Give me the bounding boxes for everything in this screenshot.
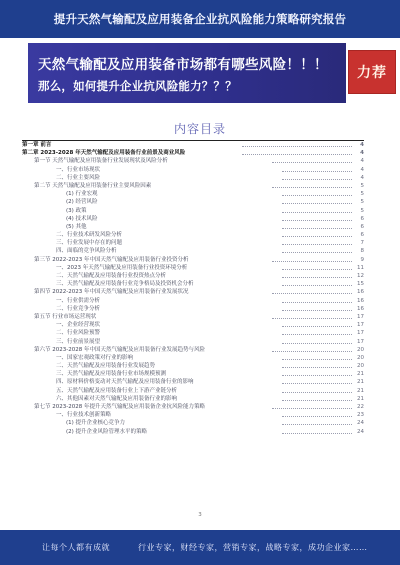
toc-entry[interactable] bbox=[22, 247, 364, 255]
toc-leader-dots bbox=[282, 203, 352, 204]
toc-entry-title: 三、天然气输配及应用装备行业市场规模预测 bbox=[56, 371, 167, 378]
toc-leader-dots bbox=[272, 187, 352, 188]
toc-entry-page: 20 bbox=[357, 346, 364, 353]
toc-leader-dots bbox=[282, 179, 352, 180]
toc-leader-dots bbox=[282, 383, 352, 384]
toc-entry-title: 第一节 天然气输配及应用装备行业发展现状及风险分析 bbox=[34, 158, 168, 165]
toc-entry-page: 12 bbox=[357, 273, 364, 279]
toc-entry-page: 23 bbox=[357, 412, 364, 419]
toc-entry-title: 第二节 天然气输配及应用装备行业主要风险因素 bbox=[34, 182, 152, 189]
toc-entry-page: 6 bbox=[360, 215, 364, 222]
footer-slogan: 让每个人都有成就 bbox=[42, 543, 110, 552]
banner-subheadline: 那么，如何提升企业抗风险能力？？？ bbox=[38, 79, 237, 93]
toc-entry-title: (3) 政策 bbox=[66, 207, 87, 214]
toc-leader-dots bbox=[282, 195, 352, 196]
toc-entry-page: 11 bbox=[357, 264, 364, 271]
toc-entry-title: (1) 提升企业核心竞争力 bbox=[66, 420, 126, 427]
toc-entry[interactable] bbox=[22, 305, 364, 313]
toc-entry-title: 三、行业发展中存在的问题 bbox=[56, 240, 123, 247]
toc-entry-page: 5 bbox=[360, 182, 364, 189]
toc-leader-dots bbox=[272, 293, 352, 294]
toc-entry[interactable] bbox=[22, 198, 364, 206]
toc-entry-page: 16 bbox=[357, 305, 364, 312]
toc-entry[interactable] bbox=[22, 321, 364, 329]
banner-headline: 天然气输配及应用装备市场都有哪些风险！！！ bbox=[38, 57, 328, 73]
toc-entry-page: 6 bbox=[360, 232, 364, 239]
toc-entry[interactable] bbox=[22, 140, 364, 149]
toc-entry[interactable] bbox=[22, 329, 364, 337]
toc-entry[interactable] bbox=[22, 174, 364, 182]
table-of-contents bbox=[22, 140, 364, 505]
toc-heading: 内容目录 bbox=[173, 122, 226, 136]
toc-leader-dots bbox=[272, 351, 352, 352]
toc-entry-page: 5 bbox=[360, 199, 364, 206]
toc-entry-page: 4 bbox=[360, 150, 364, 157]
toc-entry[interactable] bbox=[22, 313, 364, 321]
risk-banner bbox=[28, 43, 346, 103]
toc-entry[interactable] bbox=[22, 231, 364, 239]
toc-leader-dots bbox=[282, 310, 352, 311]
toc-leader-dots bbox=[242, 146, 352, 147]
toc-entry-title: 第一章 前言 bbox=[22, 142, 52, 148]
toc-entry-page: 17 bbox=[357, 330, 364, 337]
toc-leader-dots bbox=[282, 416, 352, 417]
toc-entry-title: 第七节 2023-2028 年提升天然气输配及应用装备企业抗风险能力策略 bbox=[34, 404, 205, 410]
toc-entry-page: 15 bbox=[357, 281, 364, 288]
toc-entry[interactable] bbox=[22, 297, 364, 305]
toc-entry-title: 三、天然气输配及应用装备行业竞争格局及投资机会分析 bbox=[56, 281, 194, 288]
toc-entry-page: 24 bbox=[357, 428, 364, 435]
toc-entry-page: 17 bbox=[357, 322, 364, 329]
toc-entry-title: 第二章 2023-2028 年天然气输配及应用装备行业前景及商业风险 bbox=[22, 150, 186, 157]
toc-entry-title: 第五节 行业市场运营现状 bbox=[34, 313, 97, 320]
toc-entry-title: 二、行业技术研发风险分析 bbox=[56, 232, 123, 239]
toc-entry[interactable] bbox=[22, 395, 364, 403]
toc-entry[interactable] bbox=[22, 223, 364, 231]
toc-leader-dots bbox=[282, 334, 352, 335]
toc-entry[interactable] bbox=[22, 419, 364, 427]
toc-entry-page: 6 bbox=[360, 223, 364, 230]
toc-entry-title: (4) 技术风险 bbox=[66, 215, 98, 222]
toc-entry-title: 五、天然气输配及应用装备行业上下游产业链分析 bbox=[56, 387, 178, 394]
toc-entry-title: (2) 经营风险 bbox=[66, 199, 98, 206]
toc-entry[interactable] bbox=[22, 288, 364, 296]
toc-leader-dots bbox=[282, 367, 352, 368]
toc-entry-title: 三、行业前景展望 bbox=[56, 338, 101, 345]
toc-entry-page: 20 bbox=[357, 354, 364, 361]
toc-leader-dots bbox=[282, 269, 352, 270]
toc-entry-page: 4 bbox=[360, 142, 364, 148]
toc-entry[interactable] bbox=[22, 346, 364, 354]
toc-entry[interactable] bbox=[22, 207, 364, 215]
toc-entry[interactable] bbox=[22, 149, 364, 157]
toc-entry[interactable] bbox=[22, 370, 364, 378]
toc-entry-title: 第三节 2022-2023 年中国天然气输配及应用装备行业投资分析 bbox=[34, 256, 189, 263]
report-title: 提升天然气输配及应用装备企业抗风险能力策略研究报告 bbox=[53, 12, 347, 26]
toc-leader-dots bbox=[282, 252, 352, 253]
toc-entry-title: 二、行业风险预警 bbox=[56, 330, 101, 337]
toc-leader-dots bbox=[282, 277, 352, 278]
toc-entry-page: 20 bbox=[357, 363, 364, 370]
toc-leader-dots bbox=[282, 285, 352, 286]
toc-entry-title: 一、行业市场现状 bbox=[56, 166, 101, 173]
toc-entry-page: 17 bbox=[357, 313, 364, 320]
toc-entry[interactable] bbox=[22, 338, 364, 346]
toc-entry-title: 四、原材料价格变动对天然气输配及应用装备行业的影响 bbox=[56, 379, 194, 386]
toc-entry-page: 7 bbox=[360, 240, 364, 247]
toc-entry[interactable] bbox=[22, 354, 364, 362]
toc-entry[interactable] bbox=[22, 272, 364, 280]
toc-entry-title: 第六节 2023-2028 年中国天然气输配及应用装备行业发展趋势与风险 bbox=[34, 346, 205, 353]
toc-leader-dots bbox=[282, 171, 352, 172]
toc-entry[interactable] bbox=[22, 157, 364, 165]
toc-entry-page: 16 bbox=[357, 297, 364, 304]
toc-entry-title: 二、行业主要风险 bbox=[56, 174, 101, 181]
toc-entry-title: (1) 行业宏观 bbox=[66, 191, 98, 198]
toc-entry-page: 5 bbox=[360, 191, 364, 198]
toc-leader-dots bbox=[282, 433, 352, 434]
toc-leader-dots bbox=[282, 392, 352, 393]
toc-entry-page: 24 bbox=[357, 420, 364, 427]
footer-expert-list: 行业专家，财经专家，营销专家，战略专家，成功企业家…… bbox=[138, 543, 368, 552]
toc-entry[interactable] bbox=[22, 166, 364, 174]
toc-leader-dots bbox=[282, 302, 352, 303]
toc-entry-title: 第四节 2022-2023 年中国天然气输配及应用装备行业发展状况 bbox=[34, 289, 189, 296]
toc-entry-page: 4 bbox=[360, 174, 364, 181]
toc-entry-title: (5) 其他 bbox=[66, 223, 87, 230]
toc-entry-page: 21 bbox=[357, 371, 364, 378]
toc-entry-title: 六、其他因素对天然气输配及应用装备行业的影响 bbox=[56, 395, 178, 402]
toc-leader-dots bbox=[282, 326, 352, 327]
toc-entry-title: 一、行业供需分析 bbox=[56, 297, 101, 304]
toc-leader-dots bbox=[282, 220, 352, 221]
toc-entry-page: 17 bbox=[357, 338, 364, 345]
toc-entry[interactable] bbox=[22, 428, 364, 436]
toc-entry-title: 二、天然气输配及应用装备行业发展趋势 bbox=[56, 363, 156, 370]
toc-leader-dots bbox=[282, 359, 352, 360]
toc-leader-dots bbox=[282, 212, 352, 213]
toc-entry-title: 一、企业经营现状 bbox=[56, 322, 101, 329]
toc-entry-page: 4 bbox=[360, 166, 364, 173]
toc-entry-page: 21 bbox=[357, 387, 364, 394]
toc-entry-title: 一、行业技术创新策略 bbox=[56, 412, 112, 419]
toc-entry-title: 一、2023 年天然气输配及应用装备行业投资环境分析 bbox=[56, 264, 188, 271]
toc-leader-dots bbox=[272, 162, 352, 163]
toc-leader-dots bbox=[282, 375, 352, 376]
toc-entry[interactable] bbox=[22, 411, 364, 419]
toc-entry-title: 一、国家宏观政策对行业的影响 bbox=[56, 354, 134, 361]
toc-entry[interactable] bbox=[22, 387, 364, 395]
header-bar bbox=[0, 0, 400, 38]
toc-leader-dots bbox=[272, 408, 352, 409]
toc-entry[interactable] bbox=[22, 182, 364, 190]
toc-leader-dots bbox=[272, 261, 352, 262]
toc-entry-page: 4 bbox=[360, 158, 364, 165]
toc-entry-page: 8 bbox=[360, 248, 364, 255]
toc-leader-dots bbox=[282, 228, 352, 229]
toc-entry-page: 22 bbox=[357, 404, 364, 410]
toc-entry[interactable] bbox=[22, 378, 364, 386]
toc-leader-dots bbox=[282, 424, 352, 425]
page-number: 3 bbox=[198, 512, 202, 518]
toc-entry-title: (2) 提升企业风险管理水平的策略 bbox=[66, 428, 148, 435]
toc-entry-page: 9 bbox=[360, 256, 364, 263]
toc-entry-page: 16 bbox=[357, 289, 364, 296]
toc-entry-title: 二、行业竞争分析 bbox=[56, 305, 101, 312]
toc-entry[interactable] bbox=[22, 190, 364, 198]
toc-entry[interactable] bbox=[22, 215, 364, 223]
toc-entry[interactable] bbox=[22, 280, 364, 288]
toc-entry-title: 四、面临的竞争风险分析 bbox=[56, 248, 117, 255]
toc-entry-page: 5 bbox=[360, 207, 364, 214]
footer-bar bbox=[0, 530, 400, 565]
toc-entry-page: 21 bbox=[357, 379, 364, 386]
toc-leader-dots bbox=[282, 343, 352, 344]
toc-entry[interactable] bbox=[22, 256, 364, 264]
toc-entry[interactable] bbox=[22, 362, 364, 370]
toc-entry[interactable] bbox=[22, 264, 364, 272]
toc-entry-title: 二、天然气输配及应用装备行业投资热点分析 bbox=[56, 273, 167, 279]
toc-leader-dots bbox=[282, 236, 352, 237]
recommend-stamp: 力荐 bbox=[348, 50, 396, 94]
toc-leader-dots bbox=[272, 318, 352, 319]
toc-leader-dots bbox=[242, 154, 352, 155]
toc-leader-dots bbox=[282, 400, 352, 401]
toc-entry[interactable] bbox=[22, 403, 364, 411]
toc-entry[interactable] bbox=[22, 239, 364, 247]
toc-entry-page: 21 bbox=[357, 395, 364, 402]
toc-leader-dots bbox=[282, 244, 352, 245]
